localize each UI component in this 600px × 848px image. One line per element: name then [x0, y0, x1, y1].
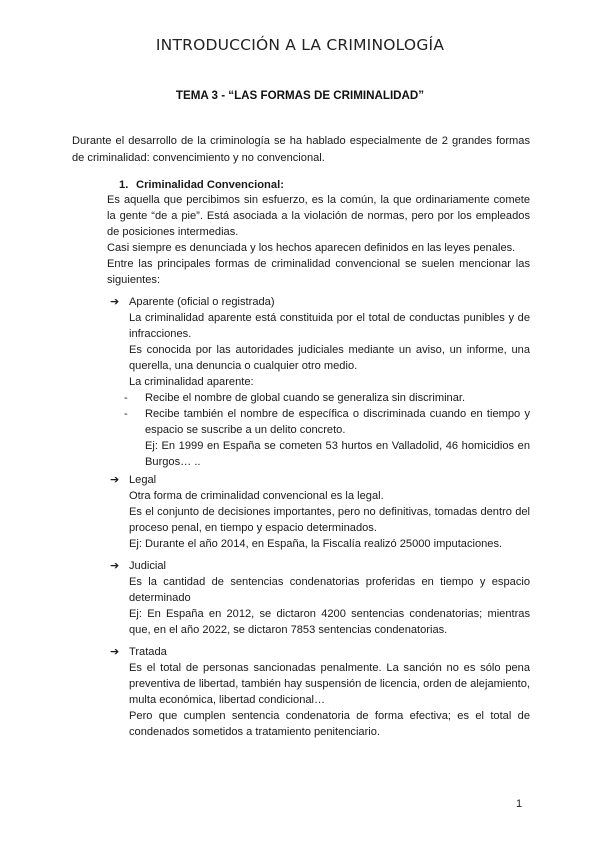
- dash-list-item: [124, 406, 530, 438]
- subsection-paragraph: Es la cantidad de sentencias condenatorias proferidas en tiempo y espacio determinado: [129, 576, 530, 604]
- subsection-paragraph: La criminalidad aparente está constituida por el total de conductas punibles y de infracciones.: [129, 312, 530, 340]
- intro-paragraph: Durante el desarrollo de la criminología se ha hablado especialmente de 2 grandes formas de criminalidad: convencimiento y no convencional.: [72, 135, 530, 164]
- section-body: [107, 192, 530, 288]
- subsection-paragraph: Ej: Durante el año 2014, en España, la Fiscalía realizó 25000 imputaciones.: [129, 538, 503, 550]
- subsection-title: Judicial: [129, 560, 166, 572]
- subsection-paragraph: Ej: En España en 2012, se dictaron 4200 sentencias condenatorias; mientras que, en el año 2022, se dictaron 7853 sentencias condenatorias.: [129, 608, 530, 636]
- arrow-bullet-icon: ➔: [110, 474, 120, 486]
- dash-item-text: Recibe también el nombre de específica o discriminada cuando en tiempo y espacio se suscribe a un delito concreto.: [145, 408, 530, 436]
- arrow-bullet-icon: ➔: [110, 646, 120, 658]
- arrow-bullet-icon: ➔: [110, 296, 120, 308]
- dash-list-item: [124, 390, 530, 406]
- subsection-paragraph: Es conocida por las autoridades judiciales mediante un aviso, un informe, una querella, una denuncia o cualquier otro medio.: [129, 344, 530, 372]
- page-number: 1: [516, 798, 523, 810]
- arrow-bullet-icon: ➔: [110, 560, 120, 572]
- subsection-title: Aparente (oficial o registrada): [129, 296, 275, 308]
- subsection-header: [110, 644, 530, 660]
- subsection-body: [129, 574, 530, 638]
- subsection-body: [129, 488, 530, 552]
- dash-item-text: Recibe el nombre de global cuando se generaliza sin discriminar.: [145, 392, 466, 404]
- subsection-legal: [110, 472, 530, 552]
- dash-bullet: -: [124, 392, 128, 404]
- subsection-header: [110, 472, 530, 488]
- subsection-paragraph: Es el total de personas sancionadas penalmente. La sanción no es sólo pena preventiva de libertad, también hay suspensión de licencia, orden de alejamiento, multa económica, libertad condicional…: [129, 662, 530, 706]
- subsection-aparente: [110, 294, 530, 470]
- example-text: Ej: En 1999 en España se cometen 53 hurtos en Valladolid, 46 homicidios en Burgos… ..: [145, 440, 530, 468]
- section-paragraph: Es aquella que percibimos sin esfuerzo, es la común, la que ordinariamente comete la gente “de a pie”. Está asociada a la violación de normas, pero por los empleados de posiciones intermedias.: [107, 194, 530, 238]
- section-paragraph: Entre las principales formas de criminalidad convencional se suelen mencionar las siguientes:: [107, 258, 530, 286]
- subsection-tratada: [110, 644, 530, 740]
- subsection-title: Legal: [129, 474, 157, 486]
- subsection-header: [110, 294, 530, 310]
- section-paragraph: Casi siempre es denunciada y los hechos aparecen definidos en las leyes penales.: [107, 242, 516, 254]
- subsection-title: Tratada: [129, 646, 167, 658]
- subsection-paragraph: La criminalidad aparente:: [129, 376, 254, 388]
- section-heading: Criminalidad Convencional:: [136, 179, 284, 191]
- subsection-body: [129, 660, 530, 740]
- document-title: INTRODUCCIÓN A LA CRIMINOLOGÍA: [155, 36, 445, 54]
- subsection-paragraph: Pero que cumplen sentencia condenatoria de forma efectiva; es el total de condenados sometidos a tratamiento penitenciario.: [129, 710, 530, 738]
- example-item: [129, 438, 530, 470]
- tema-title: TEMA 3 - “LAS FORMAS DE CRIMINALIDAD”: [175, 89, 425, 102]
- subsection-judicial: [110, 558, 530, 638]
- section-number: 1.: [119, 179, 129, 191]
- subsection-header: [110, 558, 530, 574]
- subsection-paragraph: Es el conjunto de decisiones importantes, pero no definitivas, tomadas dentro del proceso penal, en tiempo y espacio determinados.: [129, 506, 530, 534]
- subsection-paragraph: Otra forma de criminalidad convencional es la legal.: [129, 490, 384, 502]
- subsection-body: [124, 310, 530, 470]
- dash-bullet: -: [124, 408, 128, 420]
